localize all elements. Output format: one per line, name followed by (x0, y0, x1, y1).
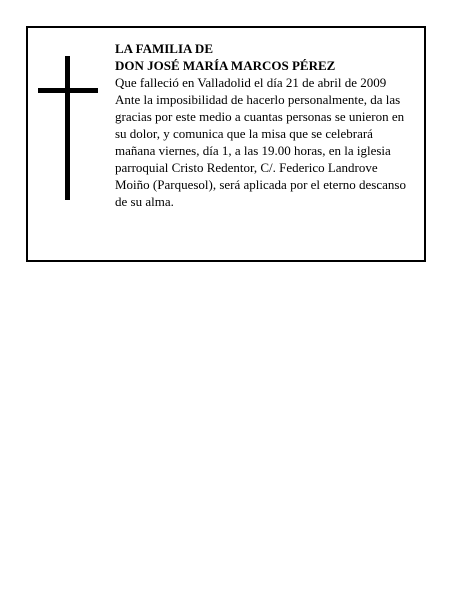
notice-body-line: Moiño (Parquesol), será aplicada por el eterno descanso (115, 177, 406, 192)
notice-heading-family: LA FAMILIA DE (115, 41, 213, 56)
notice-body-line: gracias por este medio a cuantas personas se unieron en (115, 109, 405, 124)
obituary-notice (26, 26, 426, 262)
notice-body-line: Que falleció en Valladolid el día 21 de abril de 2009 (115, 75, 387, 90)
cross-vertical-bar (65, 56, 70, 200)
cross-horizontal-bar (38, 88, 98, 93)
notice-body-line: parroquial Cristo Redentor, C/. Federico Landrove (115, 160, 378, 175)
cross-icon (38, 56, 98, 200)
notice-body-line: de su alma. (115, 194, 174, 209)
notice-body-line: mañana viernes, día 1, a las 19.00 horas, en la iglesia (115, 143, 391, 158)
notice-body-line: Ante la imposibilidad de hacerlo personalmente, da las (115, 92, 401, 107)
notice-heading-name: DON JOSÉ MARÍA MARCOS PÉREZ (115, 58, 336, 73)
notice-text (115, 40, 423, 210)
notice-body-line: su dolor, y comunica que la misa que se celebrará (115, 126, 373, 141)
